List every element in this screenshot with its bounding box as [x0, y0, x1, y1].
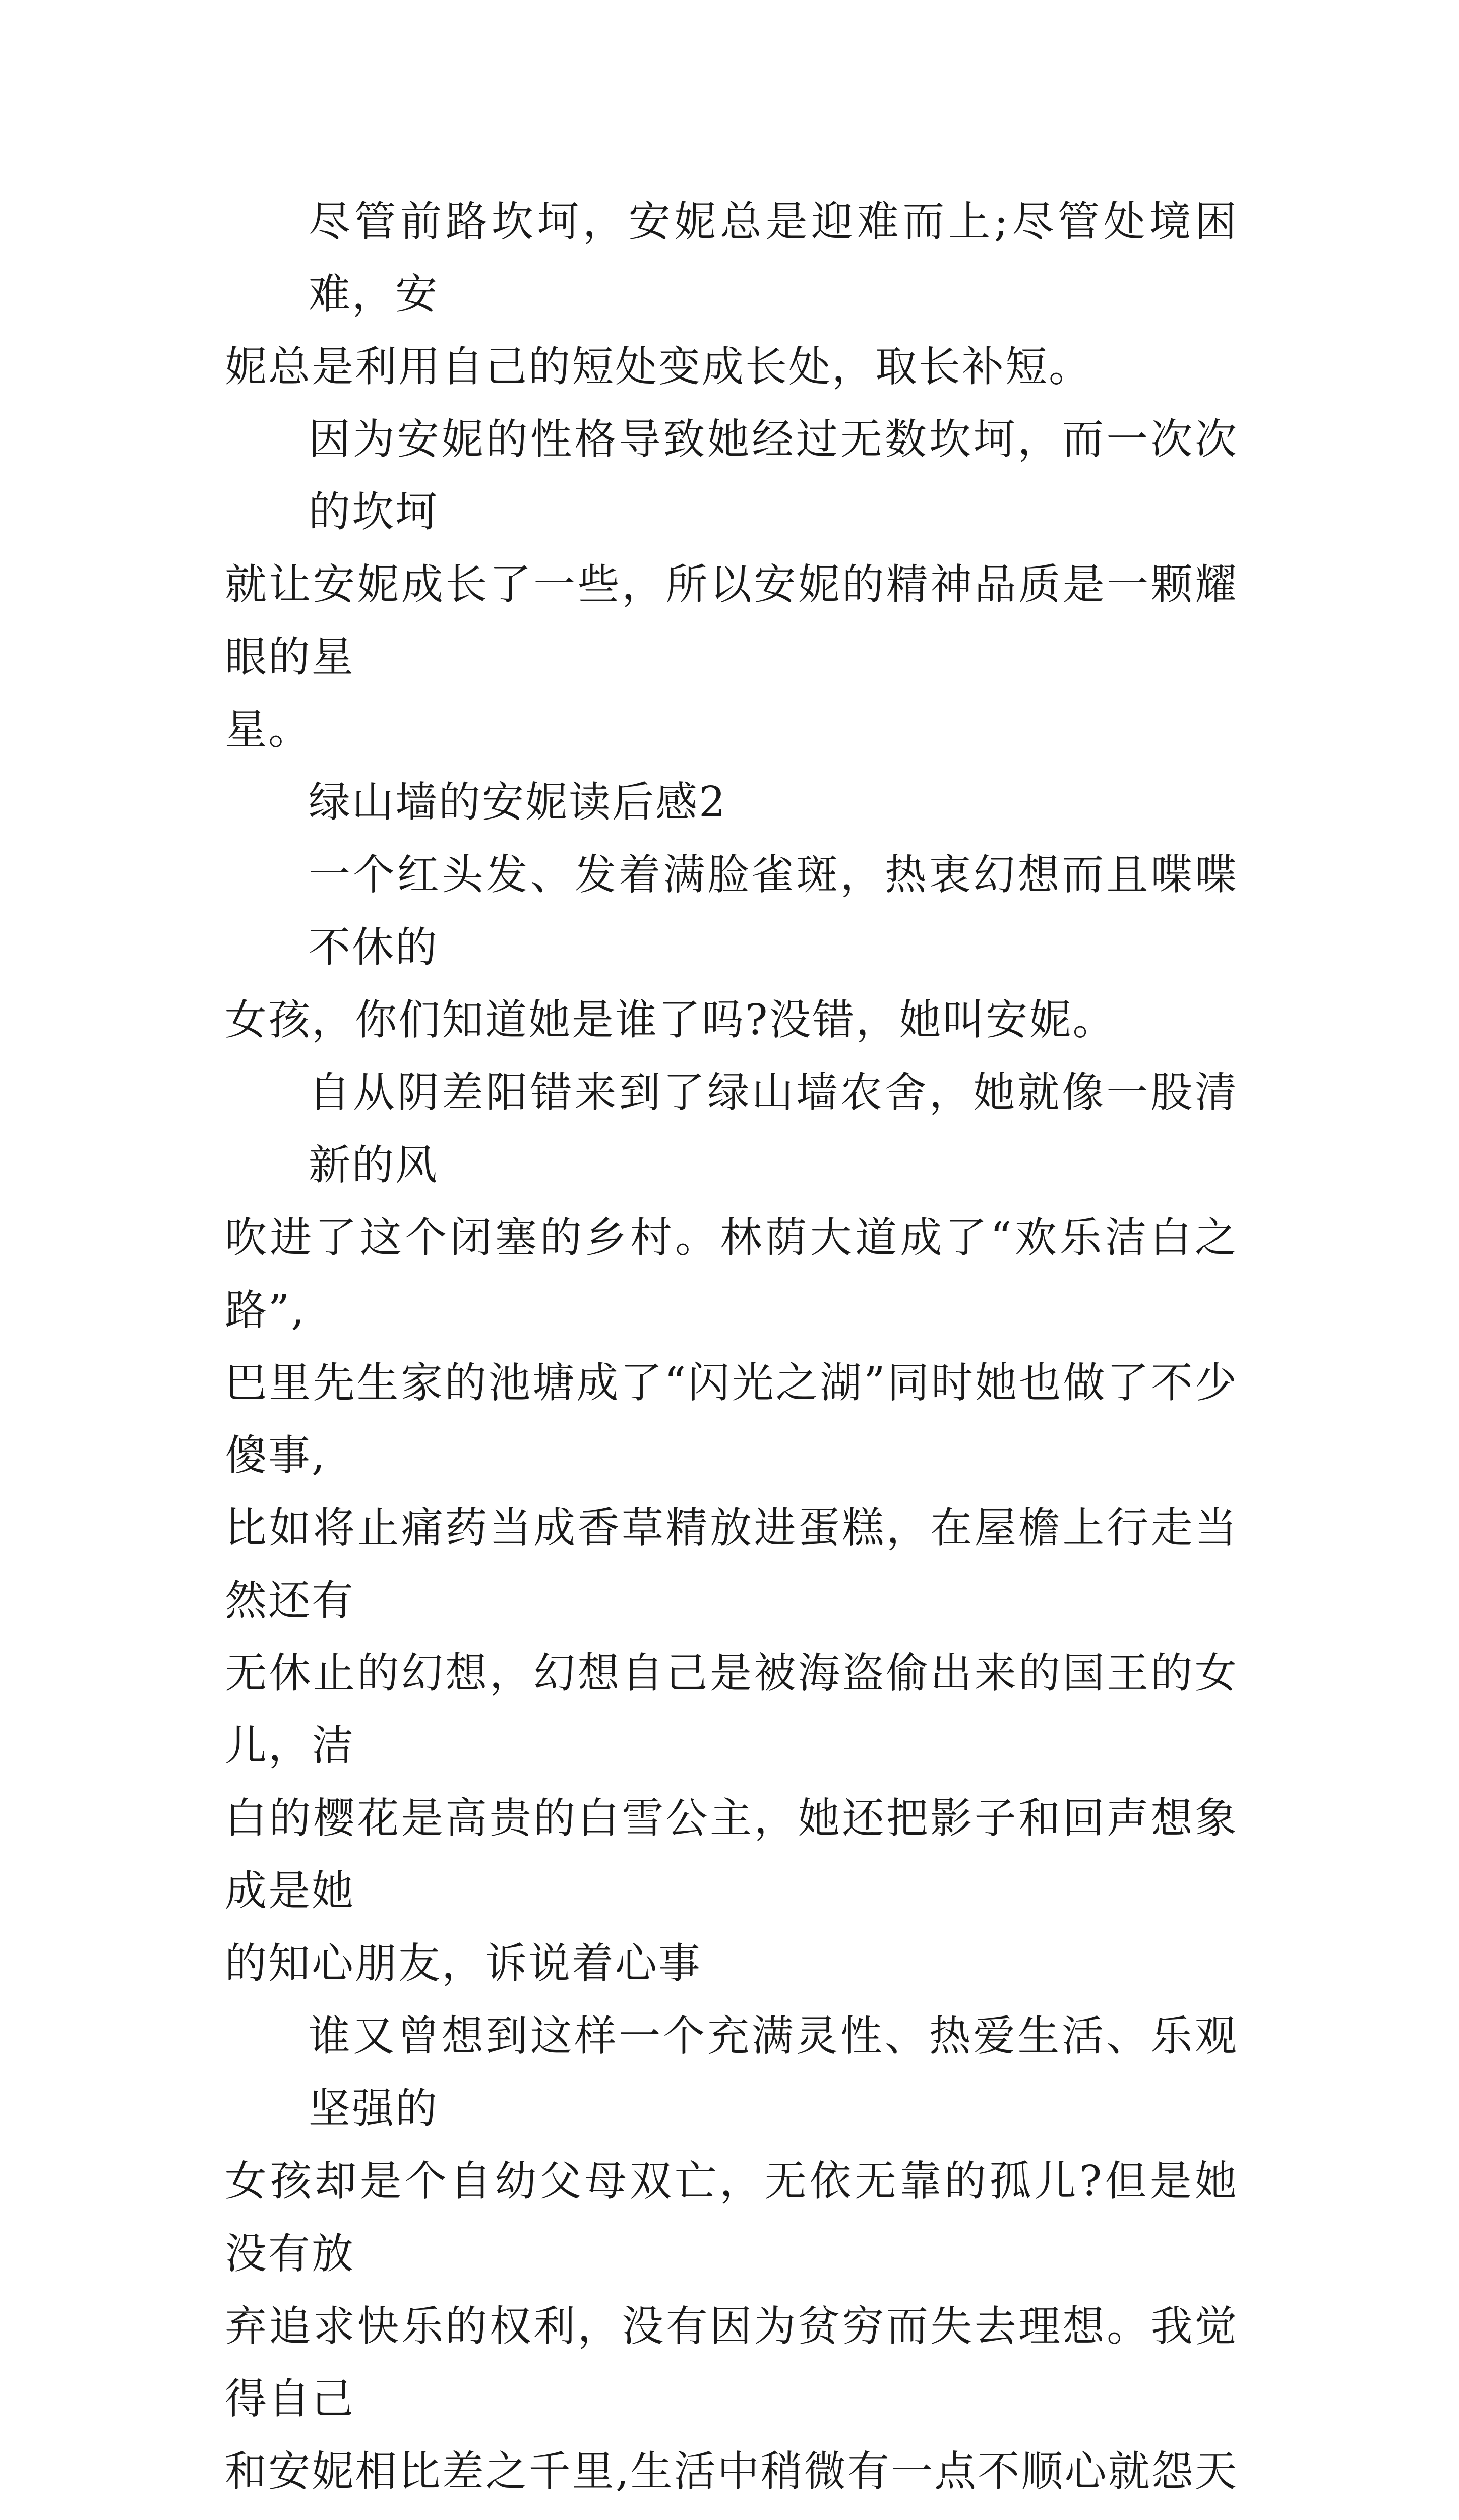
paragraph-4 — [225, 1056, 1238, 2000]
text-line: 自从阴差阳错来到了绿山墙农舍，她就像一股清新的风 — [309, 1068, 1238, 1189]
text-line: 弃追求快乐的权利，没有因为贫穷而失去理想。我觉得自己 — [225, 2302, 1238, 2423]
text-line: 白的樱花是高贵的白雪公主，她还把影子和回声想象成是她 — [225, 1794, 1238, 1915]
text-line: 谁又曾想到这样一个充满灵性、热爱生活、乐观坚强的 — [309, 2011, 1238, 2133]
paragraph-1 — [225, 185, 1238, 403]
text-line: 女孩，你们知道她是谁了吗?没错，她叫安妮。 — [225, 995, 1116, 1044]
section-heading-text: 绿山墙的安妮读后感2 — [309, 778, 727, 827]
text-line: 的知心朋友，诉说着心事 — [225, 1939, 702, 1988]
section-heading — [225, 766, 1238, 839]
text-line: 一个红头发、发着满脸雀斑，热衷幻想而且喋喋不休的 — [309, 850, 1238, 972]
text-line: 星。 — [225, 705, 312, 754]
text-line: 因为安妮的性格导致她经过无数坎坷，而一次次的坎坷 — [309, 415, 1238, 536]
document-body — [225, 185, 1238, 2520]
text-line: 巴里先生家的池塘成了“闪光之湖”同时她也做了不少傻事, — [225, 1358, 1238, 1480]
paragraph-2 — [225, 403, 1238, 766]
text-line: 吹进了这个闭塞的乡村。林荫大道成了“欢乐洁白之路”, — [225, 1213, 1238, 1335]
paragraph-3 — [225, 839, 1238, 1056]
text-line: 比如将止痛药当成香草精放进蛋糕，在屋檐上行走当然还有 — [225, 1503, 1238, 1625]
text-line: 女孩却是个自幼父母双亡，无依无靠的孤儿?但是她没有放 — [225, 2157, 1238, 2278]
text-line: 妮总是利用自己的短处变成长处，取长补短。 — [225, 342, 1092, 391]
text-line: 和安妮相比差之千里,生活中稍微有一点不顺心就怨天 — [225, 2447, 1238, 2496]
text-line: 无休止的幻想，幻想自己是被海盗偷出来的国王的女儿，洁 — [225, 1649, 1238, 1770]
text-line: 尽管前路坎坷，安妮总是迎难而上;尽管处境困难，安 — [309, 197, 1238, 319]
text-line: 就让安妮成长了一些，所以安妮的精神品质是一颗耀眼的星 — [225, 560, 1238, 681]
paragraph-5 — [225, 2000, 1238, 2520]
